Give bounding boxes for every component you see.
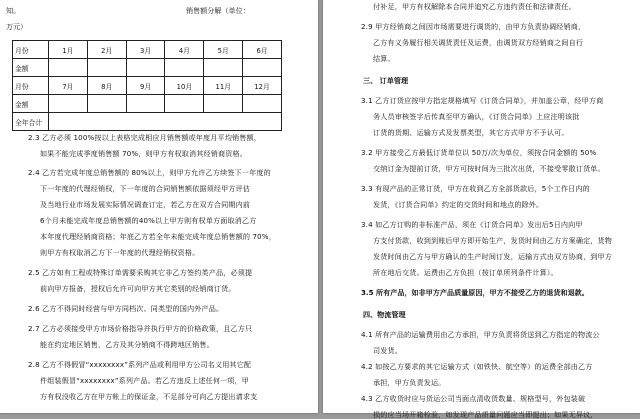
text-line: 下一年度的代理经销权，下一年度的合同销售额依据须经甲方评估 <box>40 184 251 193</box>
text-line: 3.1 乙方订货应按甲方指定规格填写《订货合同单》，并加盖公章，经甲方商 <box>361 96 604 105</box>
table-cell: 9月 <box>126 77 165 95</box>
table-row <box>13 77 282 95</box>
text-line: 交纳订金为提前订货，甲方可按时间为三批次出货，不接受零散订货单。 <box>373 164 605 173</box>
text-line: 能在约定地区销售，乙方及其分销商不得跨地区销售。 <box>40 340 214 349</box>
table-cell: 6月 <box>243 41 282 59</box>
table-cell <box>204 95 243 113</box>
row-label: 月份 <box>13 77 49 95</box>
row-label: 全年合计 <box>13 113 49 131</box>
table-cell <box>243 59 282 77</box>
text-line: 6个月未能完成年度总销售额的40%以上甲方则有权单方面取消乙方 <box>40 216 257 225</box>
text-line: 发货时间由乙方与甲方确认的生产时间订发，运输方式由双方协商，到甲方 <box>373 252 613 261</box>
text-line: 司发货。 <box>373 346 402 355</box>
table-cell: 11月 <box>204 77 243 95</box>
text-line: 2.5 乙方如有工程或特殊订单需要采购其它非乙方签约类产品，必须提 <box>28 268 253 277</box>
table-cell: 10月 <box>165 77 204 95</box>
table-cell: 5月 <box>204 41 243 59</box>
text-line: 前向甲方报备，授权后允许可向甲方其它类别的经销商订货。 <box>40 284 236 293</box>
text-line: 订货的货期、运输方式及发票类型，其它方式甲方不予认可。 <box>373 128 569 137</box>
table-cell: 8月 <box>87 77 126 95</box>
section-heading-logistics: 四、物流管理 <box>363 310 406 319</box>
text-line: 则甲方有权取消乙方下一年度的代理经销权资格。 <box>40 248 200 257</box>
table-cell: 3月 <box>126 41 165 59</box>
text-line: 2.3 乙方必须 100%按以上表格完成相应月销售额或年度月平均销售额， <box>28 133 262 142</box>
table-cell <box>126 59 165 77</box>
text-line: 2.7 乙方必须接受甲方市场价格指导并执行甲方的价格政策，且乙方只 <box>28 324 253 333</box>
table-cell: 7月 <box>49 77 88 95</box>
intro-prefix: 知。 <box>6 6 21 15</box>
text-line: 4.2 如按乙方要求的其它运输方式（如铁快、航空等）的运费全部由乙方 <box>361 362 593 371</box>
row-label: 金额 <box>13 95 49 113</box>
table-row <box>13 41 282 59</box>
text-line: 2.9 甲方经销商之间因市场需要进行调货的，由甲方负责协调经销商， <box>361 22 586 31</box>
sales-unit-close: 万元） <box>6 22 28 31</box>
table-cell <box>49 95 88 113</box>
bold-clause-no-returns: 3.5 所有产品，如非甲方产品质量原因，甲方不接受乙方的退货和退款。 <box>361 288 589 297</box>
table-cell: 1月 <box>49 41 88 59</box>
text-line: 方支付货款，收到到账后甲方即开始生产，发货时间由乙方方案确定，货物 <box>373 236 613 245</box>
text-line: 务人员审核签字后传真至甲方确认，《订货合同单》上应注明该批 <box>373 112 580 121</box>
table-cell <box>165 59 204 77</box>
table-cell <box>87 59 126 77</box>
table-cell <box>243 95 282 113</box>
text-line: 2.4 乙方若完成年度总销售额的 80%以上，则甲方允许乙方续签下一年度的 <box>28 168 271 177</box>
text-line: 及当地行业市场发展实际情况调查订定，若乙方在双方合同期内前 <box>40 200 251 209</box>
text-line: 结算。 <box>373 54 395 63</box>
text-line: 件组装假冒“xxxxxxxx”系列产品。若乙方违反上述任何一项，甲 <box>40 376 250 385</box>
text-line: 3.4 如乙方订购的非标准产品，须在《订货合同单》发出后5日内向甲 <box>361 220 583 229</box>
text-line: 所在地后交货。运费由乙方负担（按订单所列条件计算）。 <box>373 268 558 277</box>
table-cell <box>49 59 88 77</box>
right-document-page <box>323 0 640 419</box>
table-cell <box>204 59 243 77</box>
table-cell <box>126 95 165 113</box>
section-heading-order-management: 三、 订单管理 <box>363 76 409 85</box>
text-line: 乙方有义务履行相关调货责任及运费，由调货双方经销商之间自行 <box>373 38 584 47</box>
text-line: 3.3 有现产品的正常订货，甲方在收到乙方全部货款后，5个工作日内的 <box>361 184 590 193</box>
text-line: 损的应当场开箱检验，如发现产品质量问题应当即提出；如果无异议， <box>373 410 598 419</box>
table-cell <box>165 95 204 113</box>
text-line: 3.2 甲方接受乙方最低订货单位以 50万/次为单位，须按合同金额的 50% <box>361 148 597 157</box>
table-cell <box>87 95 126 113</box>
text-line: 2.6 乙方不得同时经营与甲方同档次、同类型的国内外产品。 <box>28 304 224 313</box>
sales-breakdown-table <box>12 40 282 131</box>
text-line: 方有权没收乙方在甲方帐上的保证金，不足部分可向乙方提出请求支 <box>40 392 258 401</box>
text-line: 发货，《订货合同单》约定的交货时间和地点的除外。 <box>373 200 544 209</box>
table-row <box>13 95 282 113</box>
text-line: 承担，甲方负责发运。 <box>373 378 446 387</box>
text-line: 如果不能完成季度销售额 70%，则甲方有权取消其经销商资格。 <box>40 149 247 158</box>
table-cell: 12月 <box>243 77 282 95</box>
row-label: 金额 <box>13 59 49 77</box>
text-line: 2.8 乙方不得假冒“xxxxxxxx”系列产品或利用甲方公司名义用其它配 <box>28 360 252 369</box>
sales-unit-label: 销售额分解（单位： <box>186 6 250 15</box>
row-label: 月份 <box>13 41 49 59</box>
text-line: 4.3 乙方收货时应与货运公司当面点清收货数量、规格型号，外包装破 <box>361 394 586 403</box>
text-line: 本年度代理经销商资格；年底乙方若全年未能完成年度总销售额的 70%， <box>40 232 276 241</box>
table-cell: 2月 <box>87 41 126 59</box>
table-cell: 4月 <box>165 41 204 59</box>
left-document-page <box>0 0 318 413</box>
table-cell-total <box>49 113 282 131</box>
text-line: 付补足，甲方有权解除本合同并追究乙方违约责任和法律责任。 <box>373 2 576 11</box>
table-row <box>13 113 282 131</box>
table-row <box>13 59 282 77</box>
text-line: 4.1 所有产品的运输费用由乙方承担，甲方负责将货送到乙方指定的物流公 <box>361 330 600 339</box>
